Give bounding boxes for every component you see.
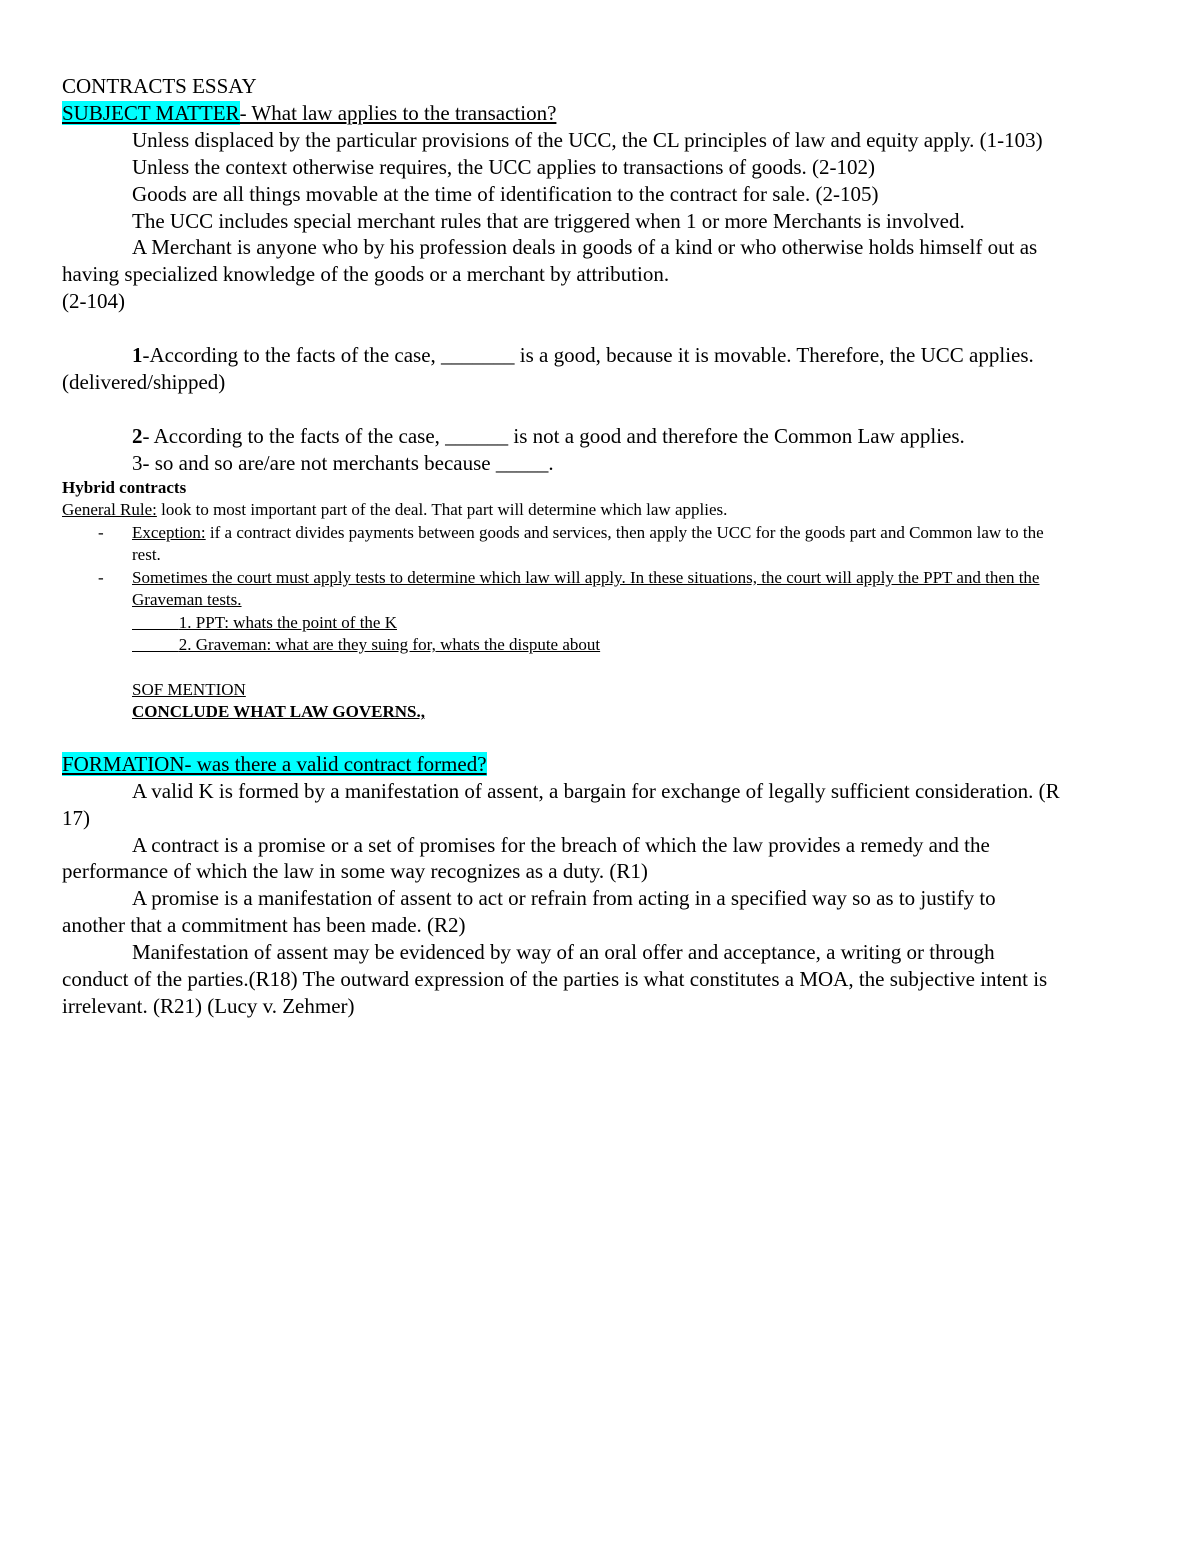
step-2-number: 2 (132, 423, 143, 448)
formation-paragraph-1: A valid K is formed by a manifestation of assent, a bargain for exchange of legally sufficient consideration. (R 17) (62, 778, 1060, 830)
subject-paragraph-5: A Merchant is anyone who by his profession deals in goods of a kind or who otherwise holds himself out as having specialized knowledge of the goods or a merchant by attribution. (62, 235, 1038, 287)
subject-heading-question: - What law applies to the transaction? (239, 100, 557, 125)
general-rule (62, 499, 1062, 522)
document-title: CONTRACTS ESSAY (62, 74, 257, 98)
general-rule-text: look to most important part of the deal. That part will determine which law applies. (156, 500, 728, 520)
spacer (62, 396, 1062, 423)
spacer (62, 657, 1062, 679)
sof-mention: SOF MENTION (132, 679, 246, 699)
test-ppt (62, 612, 1062, 635)
formation-paragraph-2: A contract is a promise or a set of promises for the breach of which the law provides a remedy and the performance of which the law in some way recognizes as a duty. (R1) (62, 832, 990, 884)
step-1 (62, 342, 1062, 396)
subject-heading (62, 100, 1062, 127)
conclude-law: CONCLUDE WHAT LAW GOVERNS., (132, 702, 425, 722)
bullet-exception (62, 522, 1062, 567)
document-page (62, 73, 1062, 1020)
step-2 (62, 423, 1062, 450)
subject-heading-highlight: SUBJECT MATTER (62, 100, 240, 125)
subject-paragraph-5-cite: (2-104) (62, 289, 125, 314)
spacer (62, 724, 1062, 751)
bullet-tests (62, 567, 1062, 612)
subject-paragraph-2: Unless the context otherwise requires, the UCC applies to transactions of goods. (2-102) (132, 154, 876, 179)
subject-paragraph-4: The UCC includes special merchant rules that are triggered when 1 or more Merchants is involved. (132, 208, 965, 233)
subject-paragraph-3: Goods are all things movable at the time of identification to the contract for sale. (2-105) (132, 181, 879, 206)
step-2-text: - According to the facts of the case, ______ is not a good and therefore the Common Law applies. (142, 423, 965, 448)
formation-paragraph-3: A promise is a manifestation of assent to act or refrain from acting in a specified way so as to justify to another that a commitment has been made. (R2) (62, 886, 996, 938)
general-rule-label: General Rule: (62, 500, 157, 520)
test-ppt-indent (132, 613, 179, 632)
formation-paragraph-4: Manifestation of assent may be evidenced by way of an oral offer and acceptance, a writing or through conduct of the parties.(R18) The outward expression of the parties is what constitutes a MOA, the subjective intent is irrelevant. (R21) (Lucy v. Zehmer) (62, 940, 1048, 1018)
bullet-dash: - (98, 567, 104, 587)
formation-heading-highlight: FORMATION- was there a valid contract formed? (62, 751, 487, 776)
hybrid-heading: Hybrid contracts (62, 477, 187, 497)
exception-text: if a contract divides payments between goods and services, then apply the UCC for the goods part and Common law to the rest. (132, 522, 1044, 565)
exception-label: Exception: (132, 522, 206, 542)
test-graveman-indent (132, 635, 179, 654)
test-ppt-text: 1. PPT: whats the point of the K (178, 612, 398, 632)
spacer (62, 315, 1062, 342)
test-graveman-text: 2. Graveman: what are they suing for, whats the dispute about (178, 635, 601, 655)
tests-text: Sometimes the court must apply tests to determine which law will apply. In these situations, the court will apply the PPT and then the Graveman tests. (132, 567, 1040, 610)
bullet-dash: - (98, 522, 104, 542)
formation-heading (62, 751, 1062, 778)
test-graveman (62, 634, 1062, 657)
step-1-number: 1 (132, 343, 143, 368)
step-3: 3- so and so are/are not merchants because _____. (132, 450, 554, 475)
step-1-text: -According to the facts of the case, _______ is a good, because it is movable. Therefore, the UCC applies. (delivered/shipped) (62, 343, 1034, 395)
subject-paragraph-1: Unless displaced by the particular provisions of the UCC, the CL principles of law and equity apply. (1-103) (132, 127, 1043, 152)
